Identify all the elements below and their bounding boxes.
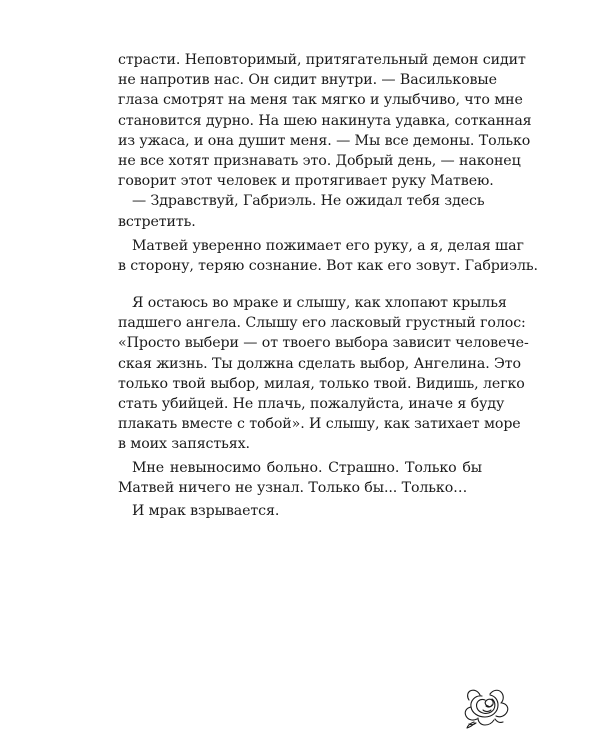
text-line: встретить. bbox=[118, 213, 196, 230]
text-line: «Просто выбери — от твоего выбора зависит человече- bbox=[118, 335, 529, 352]
text-line: глаза смотрят на меня так мягко и улыбчиво, что мне bbox=[118, 92, 523, 109]
rose-ornament-icon bbox=[462, 682, 514, 730]
text-line: Мне невыносимо больно. Страшно. Только бы bbox=[132, 459, 482, 476]
text-line: не все хотят признавать это. Добрый день, — наконец bbox=[118, 153, 521, 170]
text-line: в сторону, теряю сознание. Вот как его зовут. Габриэль. bbox=[118, 258, 538, 275]
text-line: — Здравствуй, Габриэль. Не ожидал тебя здесь bbox=[132, 193, 485, 210]
text-line: Матвей ничего не узнал. Только бы... Только… bbox=[118, 479, 468, 496]
text-line: только твой выбор, милая, только твой. Видишь, легко bbox=[118, 375, 525, 392]
text-line: падшего ангела. Слышу его ласковый грустный голос: bbox=[118, 315, 526, 332]
text-line: плакать вместе с тобой». И слышу, как затихает море bbox=[118, 416, 521, 433]
text-line: ская жизнь. Ты должна сделать выбор, Ангелина. Это bbox=[118, 355, 521, 372]
text-line: стать убийцей. Не плачь, пожалуйста, иначе я буду bbox=[118, 396, 505, 413]
text-line: из ужаса, и она душит меня. — Мы все демоны. Только bbox=[118, 132, 531, 149]
text-line: И мрак взрывается. bbox=[132, 503, 280, 520]
text-line: Матвей уверенно пожимает его руку, а я, делая шаг bbox=[132, 237, 524, 254]
text-block-2 bbox=[118, 293, 529, 521]
text-line: не напротив нас. Он сидит внутри. — Васильковые bbox=[118, 72, 497, 89]
text-block-1 bbox=[118, 50, 538, 276]
text-line: говорит этот человек и протягивает руку Матвею. bbox=[118, 173, 494, 190]
text-line: страсти. Неповторимый, притягательный демон сидит bbox=[118, 52, 526, 68]
text-line: становится дурно. На шею накинута удавка, сотканная bbox=[118, 112, 532, 129]
text-line: Я остаюсь во мраке и слышу, как хлопают крылья bbox=[132, 295, 507, 311]
text-line: в моих запястьях. bbox=[118, 436, 250, 453]
